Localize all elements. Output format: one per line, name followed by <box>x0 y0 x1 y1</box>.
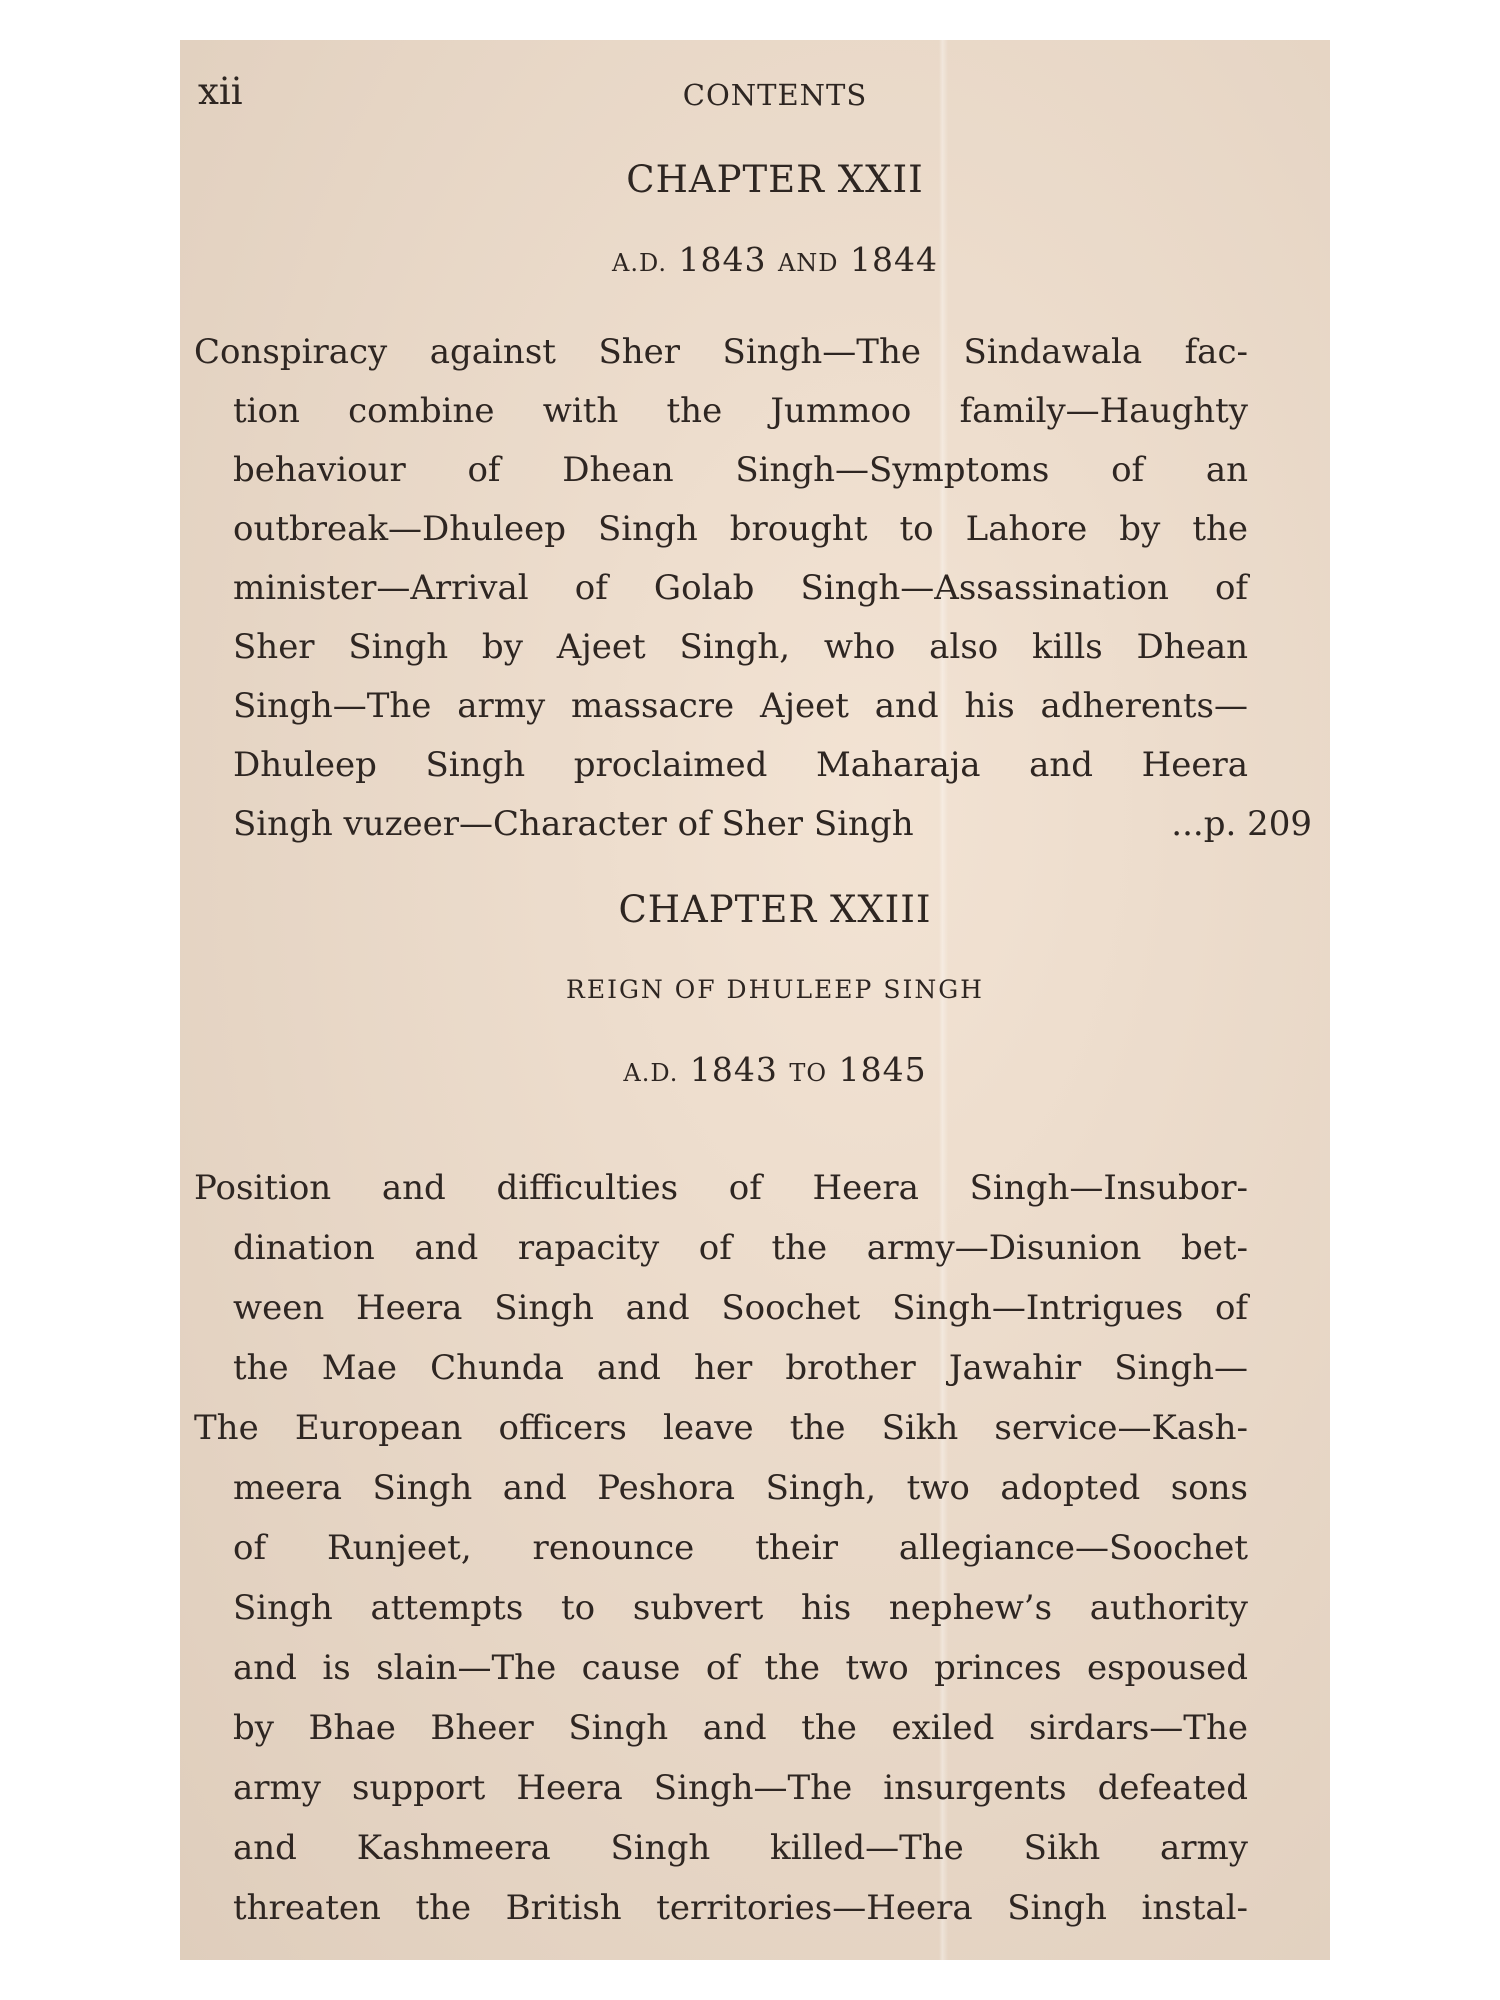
summary-line: Position and difficulties of Heera Singh—Insubor- <box>194 1168 1248 1208</box>
summary-line: by Bhae Bheer Singh and the exiled sirdars—The <box>233 1708 1248 1748</box>
summary-line: behaviour of Dhean Singh—Symptoms of an <box>233 450 1248 490</box>
date-prefix: A.D. <box>611 249 667 277</box>
summary-line: of Runjeet, renounce their allegiance—Soochet <box>233 1528 1248 1568</box>
summary-line: threaten the British territories—Heera Singh instal- <box>233 1888 1248 1928</box>
summary-line: meera Singh and Peshora Singh, two adopted sons <box>233 1468 1248 1508</box>
summary-line: minister—Arrival of Golab Singh—Assassination of <box>233 568 1248 608</box>
chapter-23-date <box>180 1050 1330 1089</box>
summary-line: tion combine with the Jummoo family—Haughty <box>233 391 1248 431</box>
date-end: 1845 <box>838 1050 927 1089</box>
date-start: 1843 <box>678 240 767 279</box>
book-page <box>180 40 1330 1960</box>
summary-line: Conspiracy against Sher Singh—The Sindawala fac- <box>194 332 1248 372</box>
summary-line: Sher Singh by Ajeet Singh, who also kills Dhean <box>233 627 1248 667</box>
chapter-22-title: CHAPTER XXII <box>626 158 924 201</box>
summary-line: and Kashmeera Singh killed—The Sikh army <box>233 1828 1248 1868</box>
summary-line: ween Heera Singh and Soochet Singh—Intrigues of <box>233 1288 1248 1328</box>
running-head: CONTENTS <box>682 78 868 112</box>
summary-line: and is slain—The cause of the two princes espoused <box>233 1648 1248 1688</box>
date-end: 1844 <box>850 240 939 279</box>
chapter-23-title: CHAPTER XXIII <box>618 888 932 931</box>
chapter-23-subtitle: REIGN OF DHULEEP SINGH <box>566 975 984 1004</box>
summary-line: dination and rapacity of the army—Disunion bet- <box>233 1228 1248 1268</box>
summary-line: Dhuleep Singh proclaimed Maharaja and Heera <box>233 745 1248 785</box>
date-prefix: A.D. <box>623 1059 679 1087</box>
chapter-22-date <box>180 240 1330 279</box>
summary-line: Singh vuzeer—Character of Sher Singh <box>233 804 914 844</box>
date-start: 1843 <box>689 1050 778 1089</box>
date-joiner: TO <box>789 1059 828 1087</box>
summary-line: outbreak—Dhuleep Singh brought to Lahore by the <box>233 509 1248 549</box>
summary-line: Singh attempts to subvert his nephew’s authority <box>233 1588 1248 1628</box>
summary-line: The European officers leave the Sikh service—Kash- <box>194 1408 1248 1448</box>
date-joiner: AND <box>777 249 839 277</box>
page-reference: ...p. 209 <box>1171 804 1312 844</box>
summary-line: army support Heera Singh—The insurgents defeated <box>233 1768 1248 1808</box>
page-number: xii <box>198 70 243 113</box>
summary-line: the Mae Chunda and her brother Jawahir Singh— <box>233 1348 1248 1388</box>
summary-line: Singh—The army massacre Ajeet and his adherents— <box>233 686 1248 726</box>
